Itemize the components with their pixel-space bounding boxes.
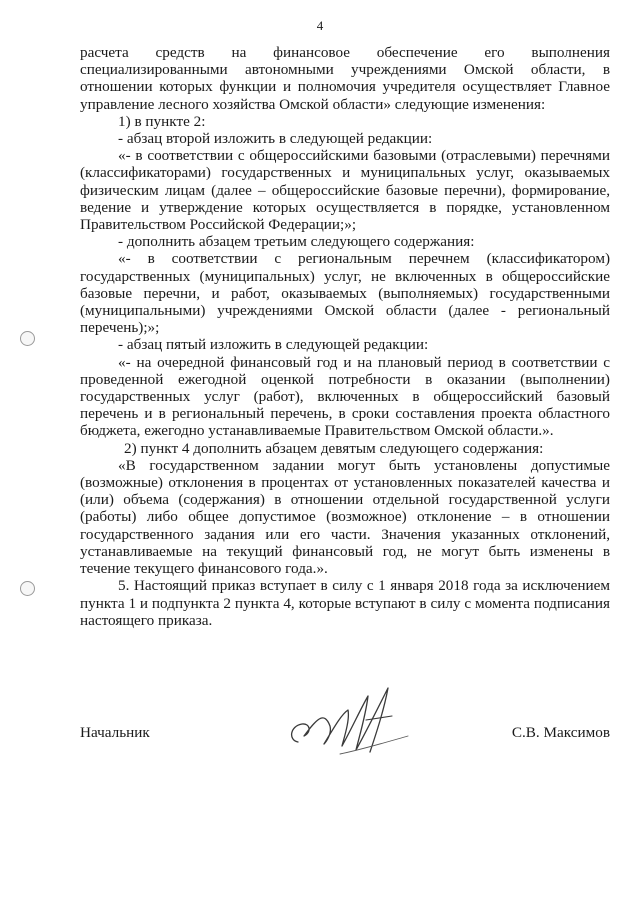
paragraph: «- в соответствии с общероссийскими базовыми (отраслевыми) перечнями (классификаторами) государственных и муниципальных услуг, оказываемых физическим лицам (далее – общероссийские базовые перечни), формирование, ведение и утверждение которых осуществляется в порядке, установленном Правительством Российской Федерации;»; <box>80 147 610 234</box>
paragraph: - абзац второй изложить в следующей редакции: <box>118 130 433 148</box>
paragraph: «- в соответствии с региональным перечнем (классификатором) государственных (муниципальных) услуг, не включенных в общероссийские базовые перечни, и работ, оказываемых (выполняемых) государственными (муниципальными) учреждениями Омской области (далее - региональный перечень);»; <box>80 250 610 337</box>
page-number: 4 <box>316 18 324 33</box>
paragraph: 1) в пункте 2: <box>118 112 206 130</box>
paragraph: расчета средств на финансовое обеспечение его выполнения специализированными автономными учреждениями Омской области, в отношении которых функции и полномочия учредителя осуществляет Главное управление лесного хозяйства Омской области» следующие изменения: <box>80 44 610 113</box>
paragraph: «- на очередной финансовый год и на плановый период в соответствии с проведенной ежегодной оценкой потребности в оказании (выполнении) государственных услуг (работ), включенных в общероссийский базовый перечень и в региональный перечень, в сроки составления проекта областного бюджета, ежегодно устанавливаемые Правительством Омской области.». <box>80 353 610 440</box>
signer-title: Начальник <box>80 724 150 741</box>
signer-name: С.В. Максимов <box>511 724 610 741</box>
punch-hole-icon <box>20 581 35 596</box>
paragraph: 5. Настоящий приказ вступает в силу с 1 января 2018 года за исключением пункта 1 и подпункта 2 пункта 4, которые вступают в силу с момента подписания настоящего приказа. <box>80 577 610 629</box>
paragraph: - дополнить абзацем третьим следующего содержания: <box>118 233 475 251</box>
paragraph: «В государственном задании могут быть установлены допустимые (возможные) отклонения в процентах от установленных показателей качества и (или) объема (содержания) в отношении отдельной государственной услуги (работы) либо общее допустимое (возможное) отклонение – в отношении государственного задания или его части. Значения указанных отклонений, устанавливаемые на текущий финансовый год, не могут быть изменены в течение текущего финансового года.». <box>80 456 610 578</box>
paragraph: - абзац пятый изложить в следующей редакции: <box>118 336 429 354</box>
signature-icon <box>280 680 430 760</box>
signature-block <box>80 680 610 760</box>
punch-hole-icon <box>20 331 35 346</box>
paragraph: 2) пункт 4 дополнить абзацем девятым следующего содержания: <box>124 439 544 457</box>
document-body <box>80 44 610 629</box>
